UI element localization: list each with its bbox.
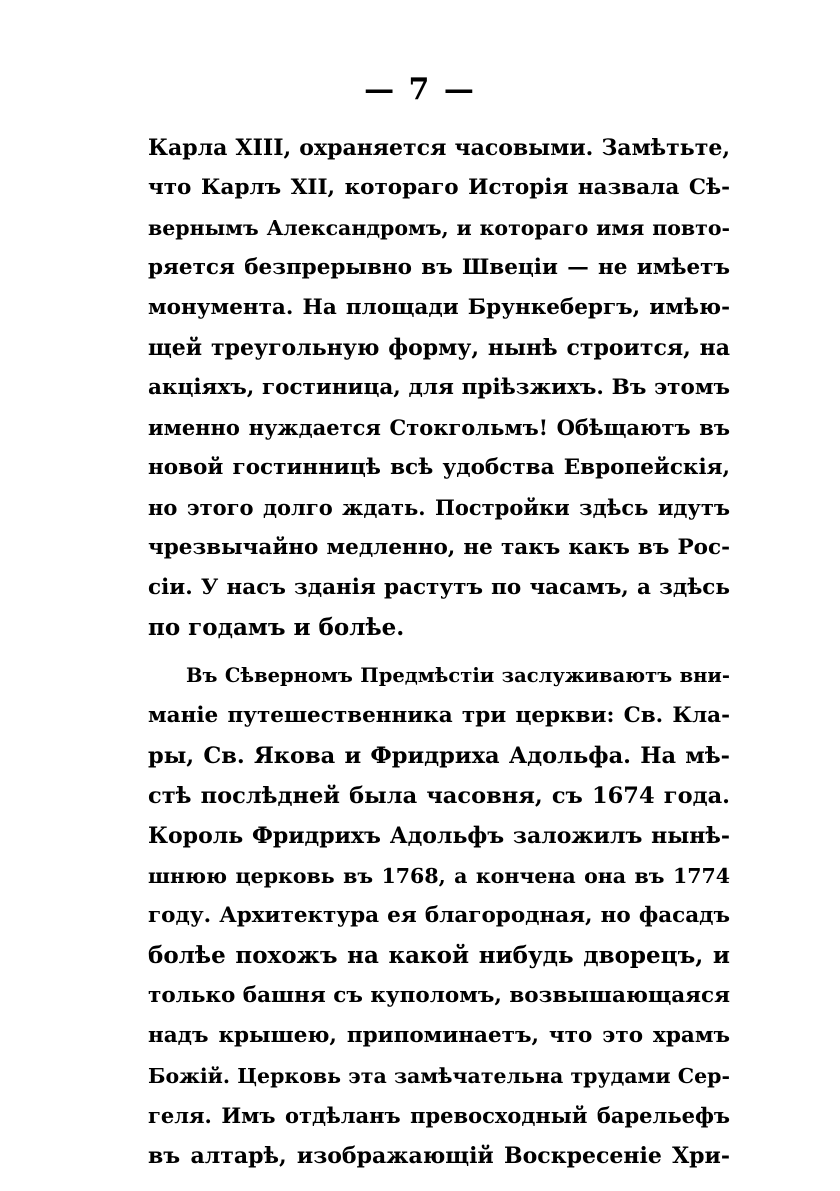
text-line: монумента. На площади Брункебергъ, имѣю- [148, 295, 730, 320]
text-line: маніе путешественника три церкви: Св. Кла- [148, 703, 730, 728]
text-line: стѣ послѣдней была часовня, съ 1674 года. [148, 783, 730, 809]
paragraph-gap [148, 648, 730, 656]
text-line: надъ крышею, припоминаетъ, что это храмъ [148, 1023, 730, 1048]
paragraph-2 [148, 656, 730, 1176]
text-line: только башня съ куполомъ, возвышающаяся [148, 983, 730, 1008]
text-line: акціяхъ, гостиница, для пріѣзжихъ. Въ этомъ [148, 375, 730, 400]
text-line: щей треугольную форму, нынѣ строится, на [148, 335, 730, 361]
text-line: что Карлъ XII, котораго Исторія назвала Сѣ- [148, 175, 730, 200]
text-line: но этого долго ждать. Постройки здѣсь идутъ [148, 495, 730, 520]
text-line: чрезвычайно медленно, не такъ какъ въ Рос- [148, 535, 730, 560]
text-line: Въ Сѣверномъ Предмѣстіи заслуживаютъ вни- [186, 664, 730, 687]
text-line: болѣе похожъ на какой нибудь дворецъ, и [148, 942, 730, 969]
body-text [148, 128, 730, 1176]
text-line: именно нуждается Стокгольмъ! Обѣщаютъ въ [148, 415, 730, 440]
text-line: году. Архитектура ея благородная, но фасадъ [148, 903, 730, 928]
text-line: вернымъ Александромъ, и котораго имя повто- [148, 216, 730, 240]
text-line: ряется безпрерывно въ Швеціи — не имѣетъ [148, 255, 730, 280]
text-line: по годамъ и болѣе. [148, 614, 405, 641]
page-number: — 7 — [364, 72, 476, 107]
text-line: Божій. Церковь эта замѣчательна трудами Сер- [148, 1064, 730, 1088]
text-line: сіи. У насъ зданія растутъ по часамъ, а здѣсь [148, 575, 730, 600]
text-line: ры, Св. Якова и Фридриха Адольфа. На мѣ- [148, 743, 730, 769]
text-line: новой гостинницѣ всѣ удобства Европейскія, [148, 455, 730, 480]
text-line: Карла XIII, охраняется часовыми. Замѣтьте, [148, 135, 730, 161]
text-line: шнюю церковь въ 1768, а кончена она въ 1774 [148, 864, 730, 888]
text-line: въ алтарѣ, изображающій Воскресеніе Хри- [148, 1143, 730, 1169]
paragraph-1 [148, 128, 730, 648]
text-line: геля. Имъ отдѣланъ превосходный барельефъ [148, 1103, 730, 1128]
text-line: Король Фридрихъ Адольфъ заложилъ нынѣ- [148, 823, 730, 849]
